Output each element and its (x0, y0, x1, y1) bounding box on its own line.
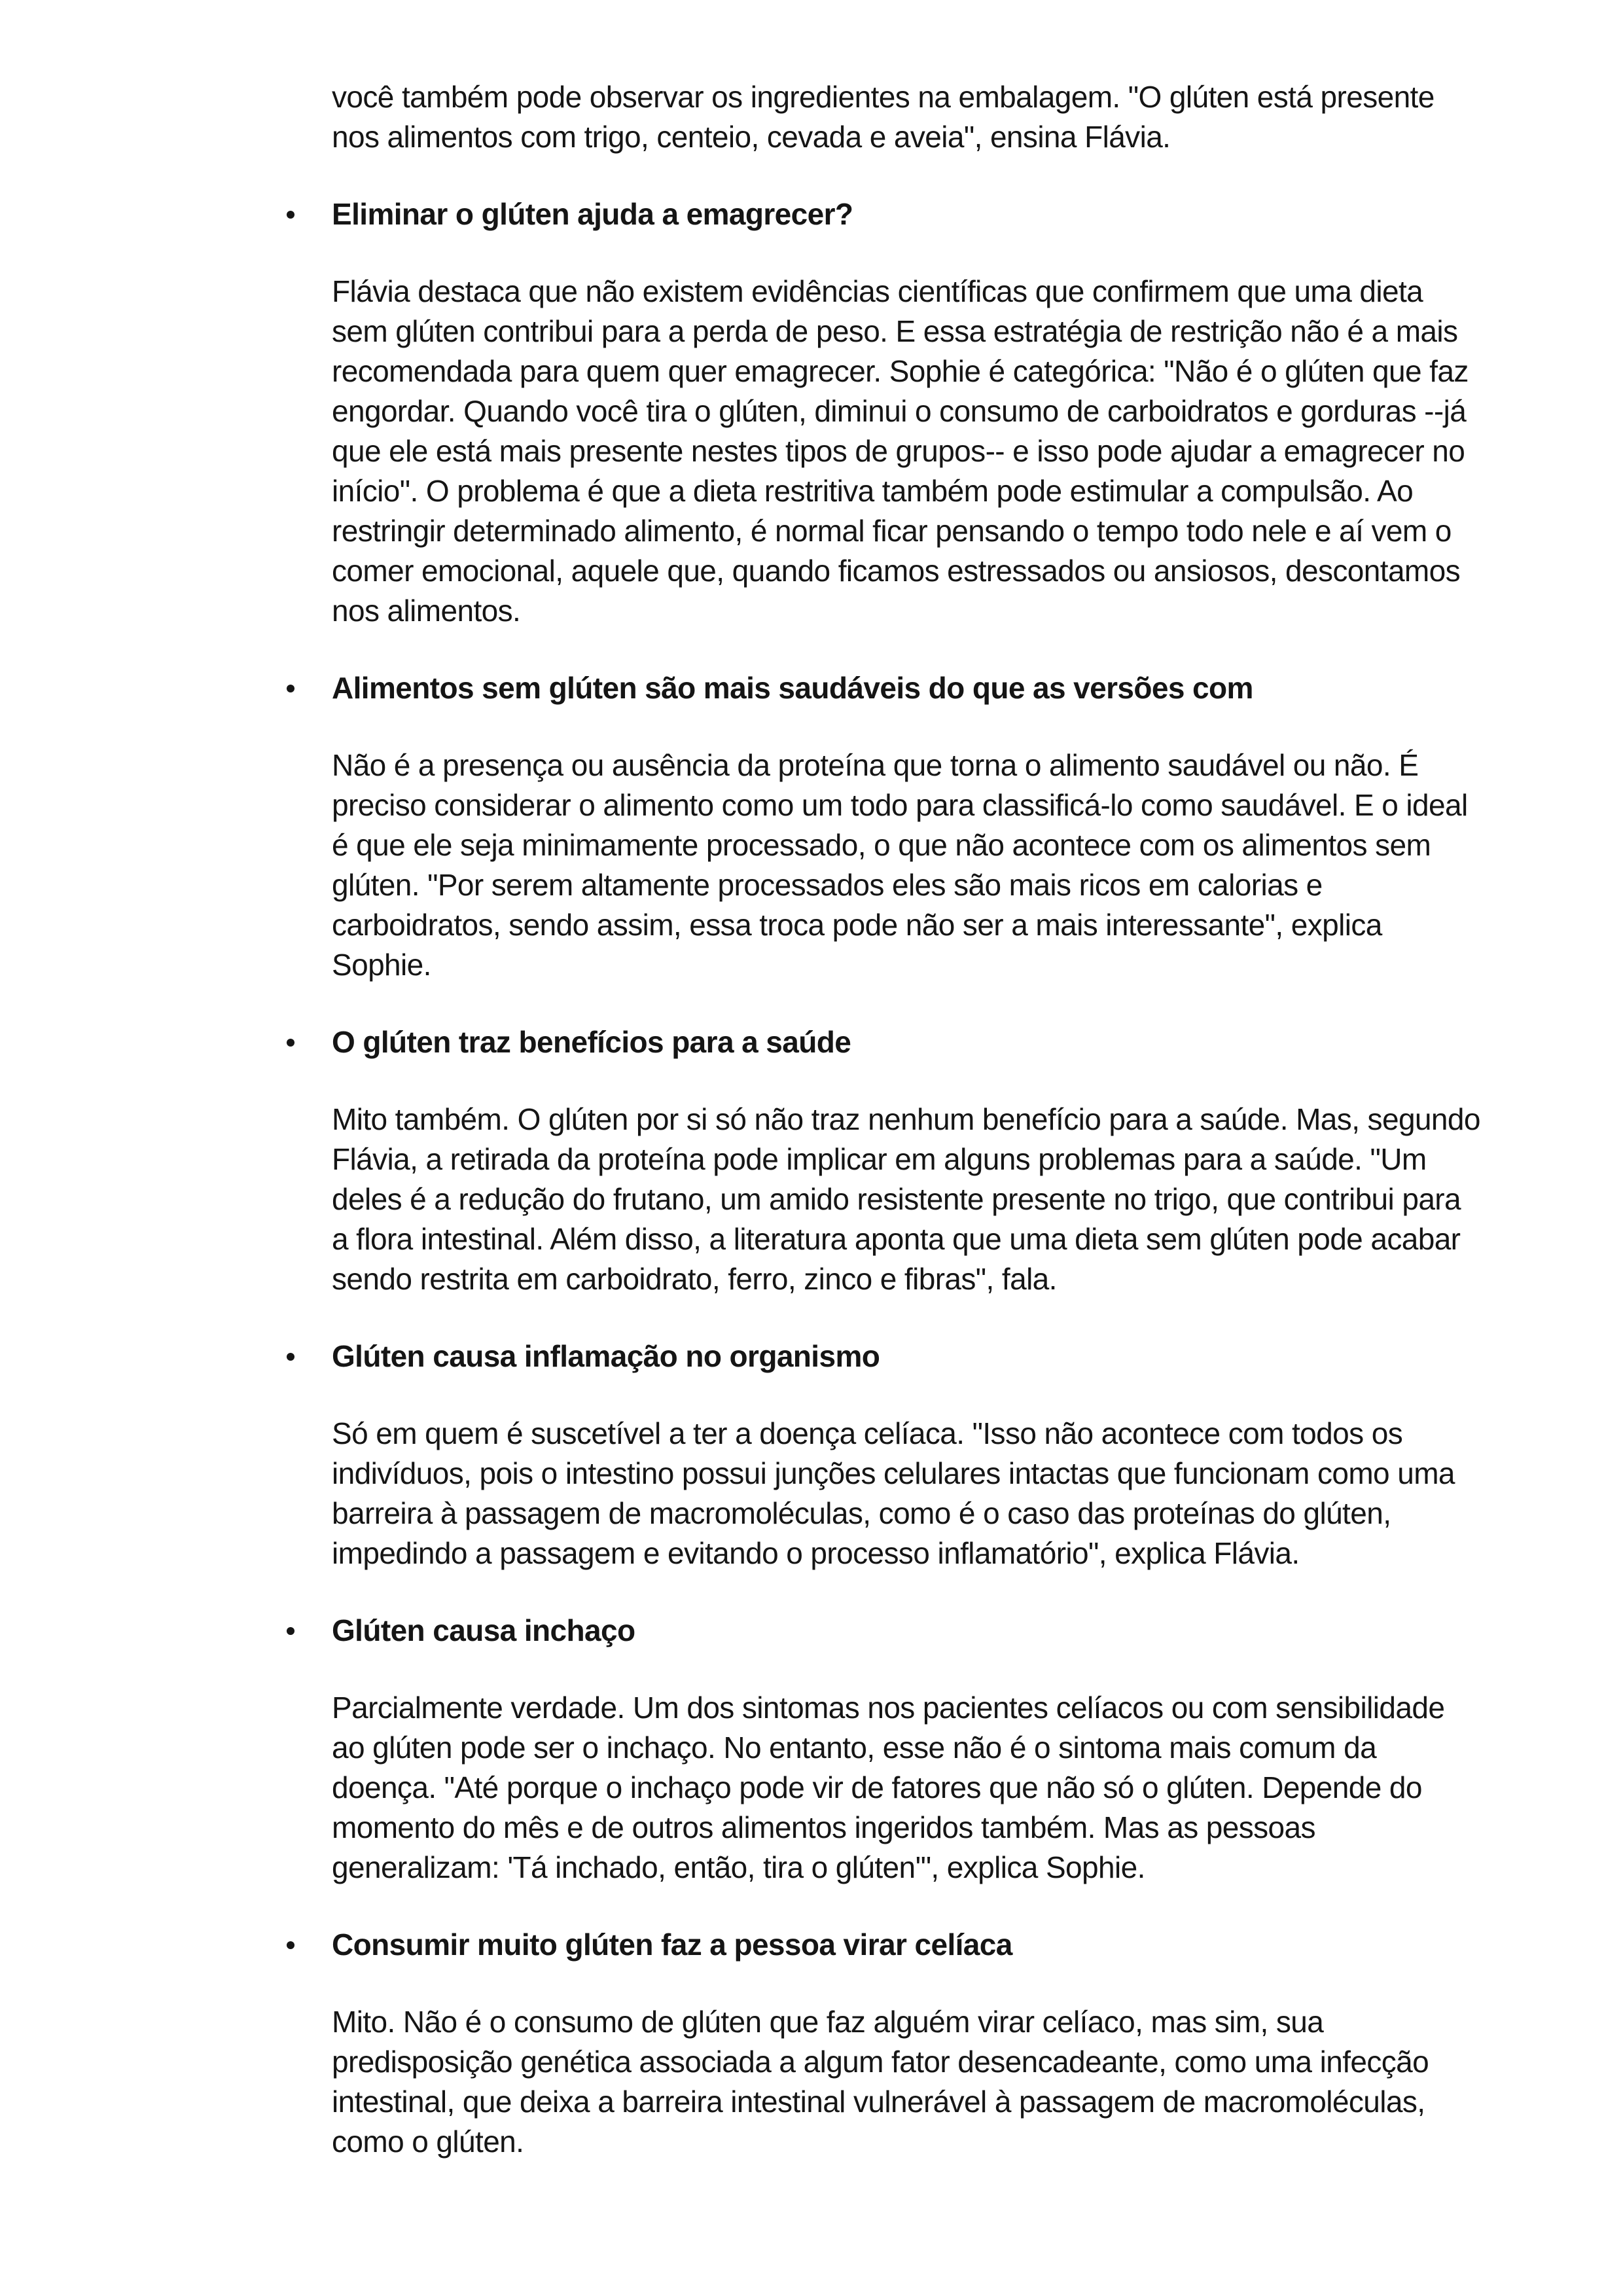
bullet-icon (287, 1039, 294, 1047)
section-body: Não é a presença ou ausência da proteína que torna o alimento saudável ou não. É preciso considerar o alimento como um todo para classificá-lo como saudável. E o ideal é que ele seja minimamente processado, o que não acontece com os alimentos sem glúten. "Por serem altamente processados eles são mais ricos em calorias e carboidratos, sendo assim, essa troca pode não ser a mais interessante", explica Sophie. (332, 748, 1468, 982)
section-virar-celiaca (332, 1925, 1484, 2162)
section-body: Mito também. O glúten por si só não traz nenhum benefício para a saúde. Mas, segundo Flávia, a retirada da proteína pode implicar em alguns problemas para a saúde. "Um deles é a redução do frutano, um amido resistente presente no trigo, que contribui para a flora intestinal. Além disso, a literatura aponta que uma dieta sem glúten pode acabar sendo restrita em carboidrato, ferro, zinco e fibras", fala. (332, 1102, 1480, 1296)
bullet-icon (287, 1353, 294, 1361)
section-body: Mito. Não é o consumo de glúten que faz alguém virar celíaco, mas sim, sua predisposição genética associada a algum fator desencadeante, como uma infecção intestinal, que deixa a barreira intestinal vulnerável à passagem de macromoléculas, como o glúten. (332, 2005, 1429, 2159)
section-heading: Alimentos sem glúten são mais saudáveis do que as versões com (332, 671, 1253, 705)
bullet-icon (287, 1627, 294, 1635)
bullet-icon (287, 1941, 294, 1949)
document-content (332, 77, 1484, 2199)
intro-paragraph: você também pode observar os ingredientes na embalagem. "O glúten está presente nos alimentos com trigo, centeio, cevada e aveia", ensina Flávia. (332, 80, 1435, 154)
section-body: Só em quem é suscetível a ter a doença celíaca. "Isso não acontece com todos os indivíduos, pois o intestino possui junções celulares intactas que funcionam como uma barreira à passagem de macromoléculas, como é o caso das proteínas do glúten, impedindo a passagem e evitando o processo inflamatório", explica Flávia. (332, 1416, 1455, 1570)
section-heading: Consumir muito glúten faz a pessoa virar celíaca (332, 1928, 1012, 1962)
section-heading: Glúten causa inflamação no organismo (332, 1339, 880, 1373)
section-heading: O glúten traz benefícios para a saúde (332, 1025, 851, 1059)
section-body: Flávia destaca que não existem evidências científicas que confirmem que uma dieta sem glúten contribui para a perda de peso. E essa estratégia de restrição não é a mais recomendada para quem quer emagrecer. Sophie é categórica: "Não é o glúten que faz engordar. Quando você tira o glúten, diminui o consumo de carboidratos e gorduras --já que ele está mais presente nestes tipos de grupos-- e isso pode ajudar a emagrecer no início". O problema é que a dieta restritiva também pode estimular a compulsão. Ao restringir determinado alimento, é normal ficar pensando o tempo todo nele e aí vem o comer emocional, aquele que, quando ficamos estressados ou ansiosos, descontamos nos alimentos. (332, 274, 1469, 628)
section-body: Parcialmente verdade. Um dos sintomas nos pacientes celíacos ou com sensibilidade ao glúten pode ser o inchaço. No entanto, esse não é o sintoma mais comum da doença. "Até porque o inchaço pode vir de fatores que não só o glúten. Depende do momento do mês e de outros alimentos ingeridos também. Mas as pessoas generalizam: 'Tá inchado, então, tira o glúten'", explica Sophie. (332, 1691, 1445, 1884)
section-alimentos-sem-gluten (332, 668, 1484, 985)
section-heading: Glúten causa inchaço (332, 1613, 635, 1647)
section-eliminar-gluten (332, 194, 1484, 631)
section-beneficios-saude (332, 1022, 1484, 1299)
bullet-icon (287, 685, 294, 692)
section-heading: Eliminar o glúten ajuda a emagrecer? (332, 197, 853, 231)
section-inchaco (332, 1611, 1484, 1888)
section-inflamacao (332, 1336, 1484, 1573)
bullet-icon (287, 211, 294, 219)
